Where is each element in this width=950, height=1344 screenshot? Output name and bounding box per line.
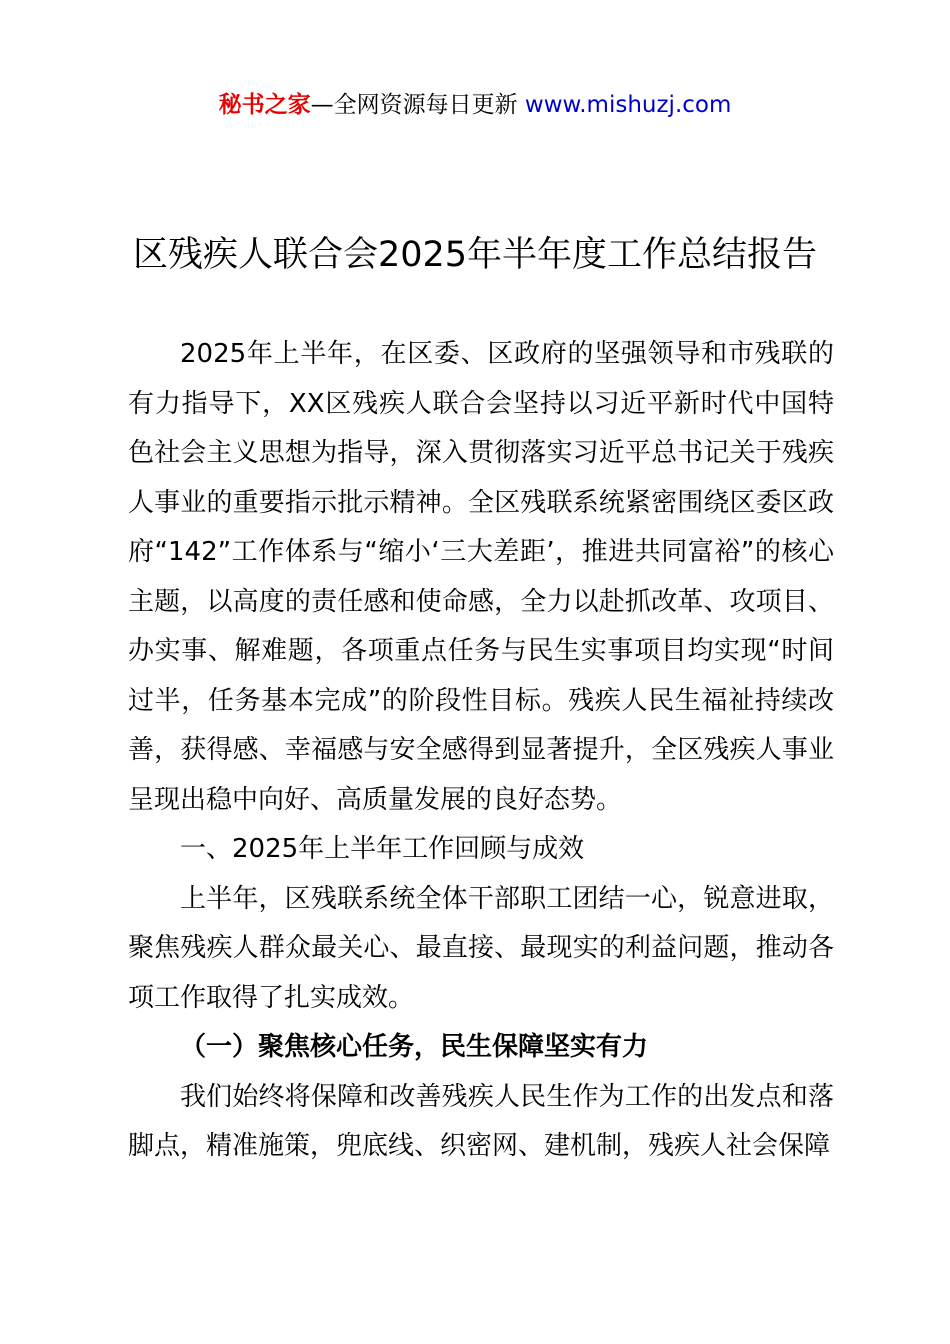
header-brand: 秘书之家 xyxy=(218,92,311,118)
document-body xyxy=(128,330,834,1172)
subsection-1-paragraph: 我们始终将保障和改善残疾人民生作为工作的出发点和落脚点，精准施策，兜底线、织密网、建机制，残疾人社会保障 xyxy=(128,1081,834,1161)
section-1-paragraph: 上半年，区残联系统全体干部职工团结一心，锐意进取，聚焦残疾人群众最关心、最直接、最现实的利益问题，推动各项工作取得了扎实成效。 xyxy=(128,883,834,1013)
header-url-link[interactable]: www.mishuzj.com xyxy=(524,92,732,118)
intro-paragraph: 2025年上半年，在区委、区政府的坚强领导和市残联的有力指导下，XX区残疾人联合会坚持以习近平新时代中国特色社会主义思想为指导，深入贯彻落实习近平总书记关于残疾人事业的重要指示批示精神。全区残联系统紧密围绕区委区政府“142”工作体系与“缩小‘三大差距’，推进共同富裕”的核心主题，以高度的责任感和使命感，全力以赴抓改革、攻项目、办实事、解难题，各项重点任务与民生实事项目均实现“时间过半，任务基本完成”的阶段性目标。残疾人民生福祉持续改善，获得感、幸福感与安全感得到显著提升，全区残疾人事业呈现出稳中向好、高质量发展的良好态势。 xyxy=(128,339,834,815)
document-title: 区残疾人联合会2025年半年度工作总结报告 xyxy=(132,235,818,275)
subsection-heading-1: （一）聚焦核心任务，民生保障坚实有力 xyxy=(180,1032,649,1062)
header-tagline: —全网资源每日更新 xyxy=(310,92,525,118)
section-heading-1: 一、2025年上半年工作回顾与成效 xyxy=(180,834,585,864)
header-banner xyxy=(0,88,950,122)
